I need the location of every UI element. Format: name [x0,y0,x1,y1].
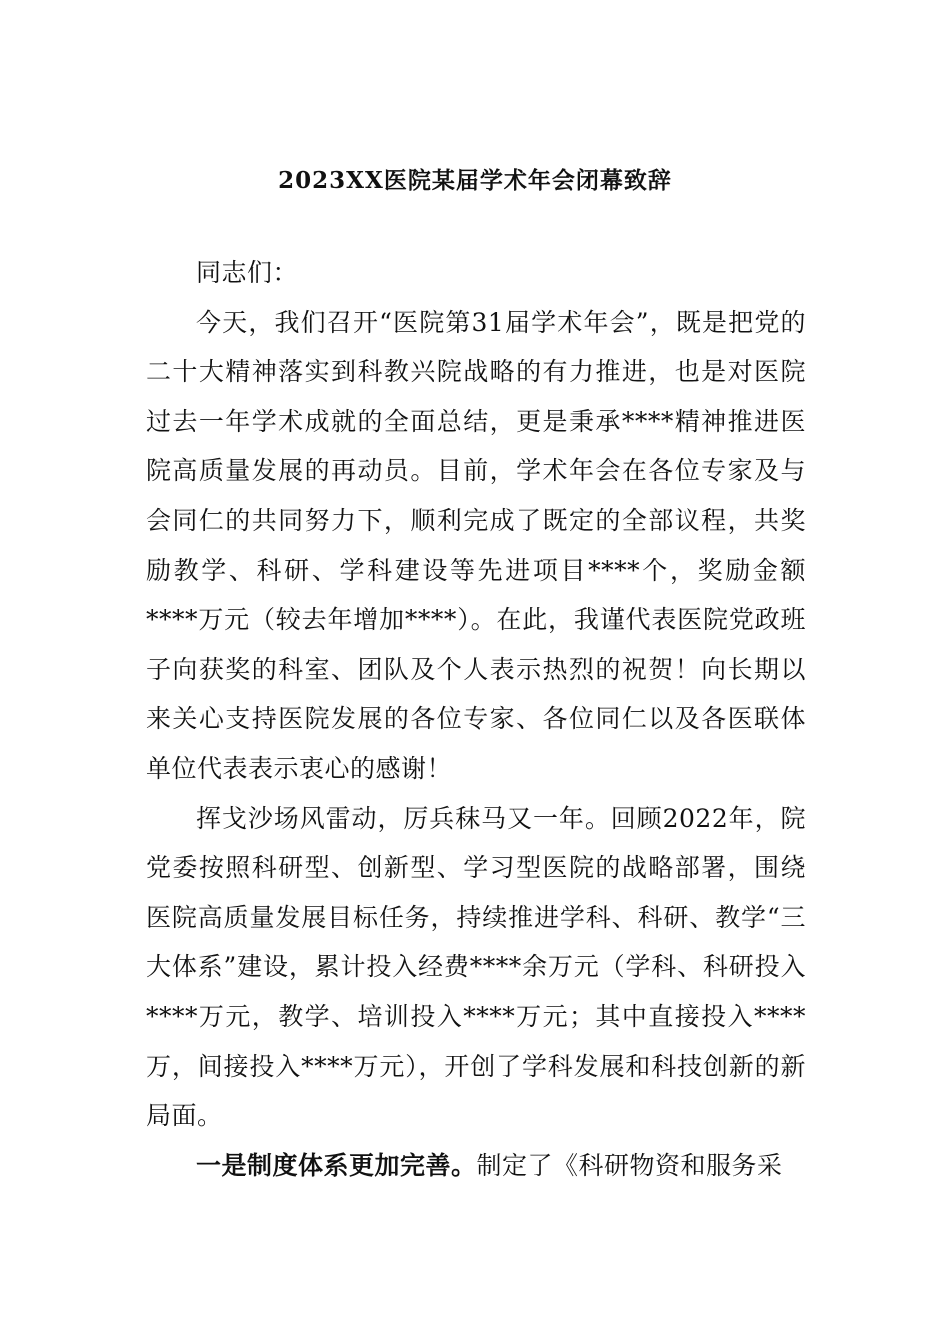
document-body [146,248,806,1190]
paragraph-1: 今天，我们召开“医院第31届学术年会”，既是把党的二十大精神落实到科教兴院战略的有力推进，也是对医院过去一年学术成就的全面总结，更是秉承****精神推进医院高质量发展的再动员。目前，学术年会在各位专家及与会同仁的共同努力下，顺利完成了既定的全部议程，共奖励教学、科研、学科建设等先进项目****个，奖励金额****万元（较去年增加****）。在此，我谨代表医院党政班子向获奖的科室、团队及个人表示热烈的祝贺！向长期以来关心支持医院发展的各位专家、各位同仁以及各医联体单位代表表示衷心的感谢！ [146,307,806,783]
paragraph-3 [146,1141,806,1191]
paragraph-2: 挥戈沙场风雷动，厉兵秣马又一年。回顾2022年，院党委按照科研型、创新型、学习型医院的战略部署，围绕医院高质量发展目标任务，持续推进学科、科研、教学“三大体系”建设，累计投入经费****余万元（学科、科研投入****万元，教学、培训投入****万元；其中直接投入****万，间接投入****万元），开创了学科发展和科技创新的新局面。 [146,803,806,1131]
paragraph-3-text: 制定了《科研物资和服务采 [476,1150,783,1180]
salutation: 同志们： [196,258,299,287]
document-title: 2023XX医院某届学术年会闭幕致辞 [278,167,672,194]
paragraph-3-lead: 一是制度体系更加完善。 [196,1150,477,1180]
